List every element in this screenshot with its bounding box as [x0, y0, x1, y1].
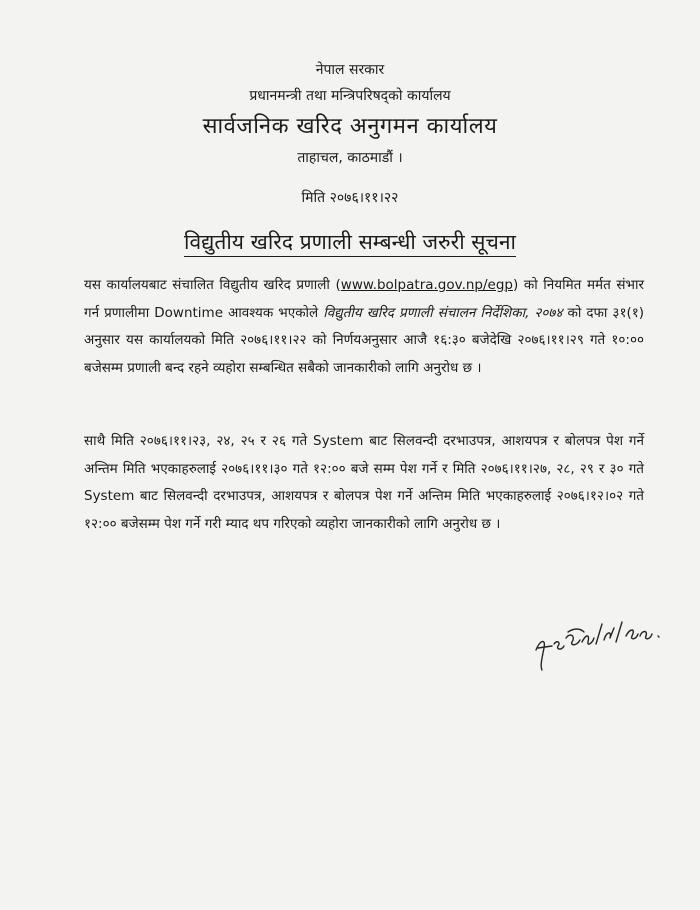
paragraph-1-part-2: ) को नियमित मर्मत संभार गर्न प्रणालीमा Downtime आवश्यक भएकोले	[84, 277, 645, 321]
paragraph-2: साथै मिति २०७६।११।२३, २४, २५ र २६ गते System बाट सिलवन्दी दरभाउपत्र, आशयपत्र र बोलपत्र पेश गर्ने अन्तिम मिति भएकाहरुलाई २०७६।११।३० गते १२:०० बजे सम्म पेश गर्ने र मिति २०७६।११।२७, २८, २९ र ३० गते System बाट सिलवन्दी दरभाउपत्र, आशयपत्र र बोलपत्र पेश गर्ने अन्तिम मिति भएकाहरुलाई २०७६।१२।०२ गते १२:०० बजेसम्म पेश गर्ने गरी म्याद थप गरिएको व्यहोरा जानकारीको लागि अनुरोध छ ।	[84, 433, 644, 532]
notice-title-text: विद्युतीय खरिद प्रणाली सम्बन्धी जरुरी सूचना	[184, 230, 516, 257]
paragraph-1-part-1: यस कार्यालयबाट संचालित विद्युतीय खरिद प्रणाली (	[84, 277, 341, 293]
ppmo-heading: सार्वजनिक खरिद अनुगमन कार्यालय	[202, 114, 498, 139]
date-line: मिति २०७६।११।२२	[301, 190, 399, 206]
directive-reference: विद्युतीय खरिद प्रणाली संचालन निर्देशिका, २०७४	[323, 304, 563, 321]
office-heading: प्रधानमन्त्री तथा मन्त्रिपरिषद्को कार्यालय	[249, 88, 451, 104]
address-line: ताहाचल, काठमाडौं ।	[297, 150, 403, 166]
paragraph-1-part-3: को दफा ३१(१) अनुसार यस कार्यालयको मिति २०७६।११।२२ को निर्णयअनुसार आजै १६:३० बजेदेखि २०७६।११।२९ गते १०:०० बजेसम्म प्रणाली बन्द रहने व्यहोरा सम्बन्धित सबैको जानकारीको लागि अनुरोध छ ।	[84, 304, 645, 376]
paragraph-1	[84, 272, 644, 382]
government-heading: नेपाल सरकार	[315, 62, 385, 78]
handwritten-signature	[530, 614, 670, 674]
notice-title	[0, 228, 700, 256]
egp-url-link[interactable]: www.bolpatra.gov.np/egp	[340, 277, 513, 293]
